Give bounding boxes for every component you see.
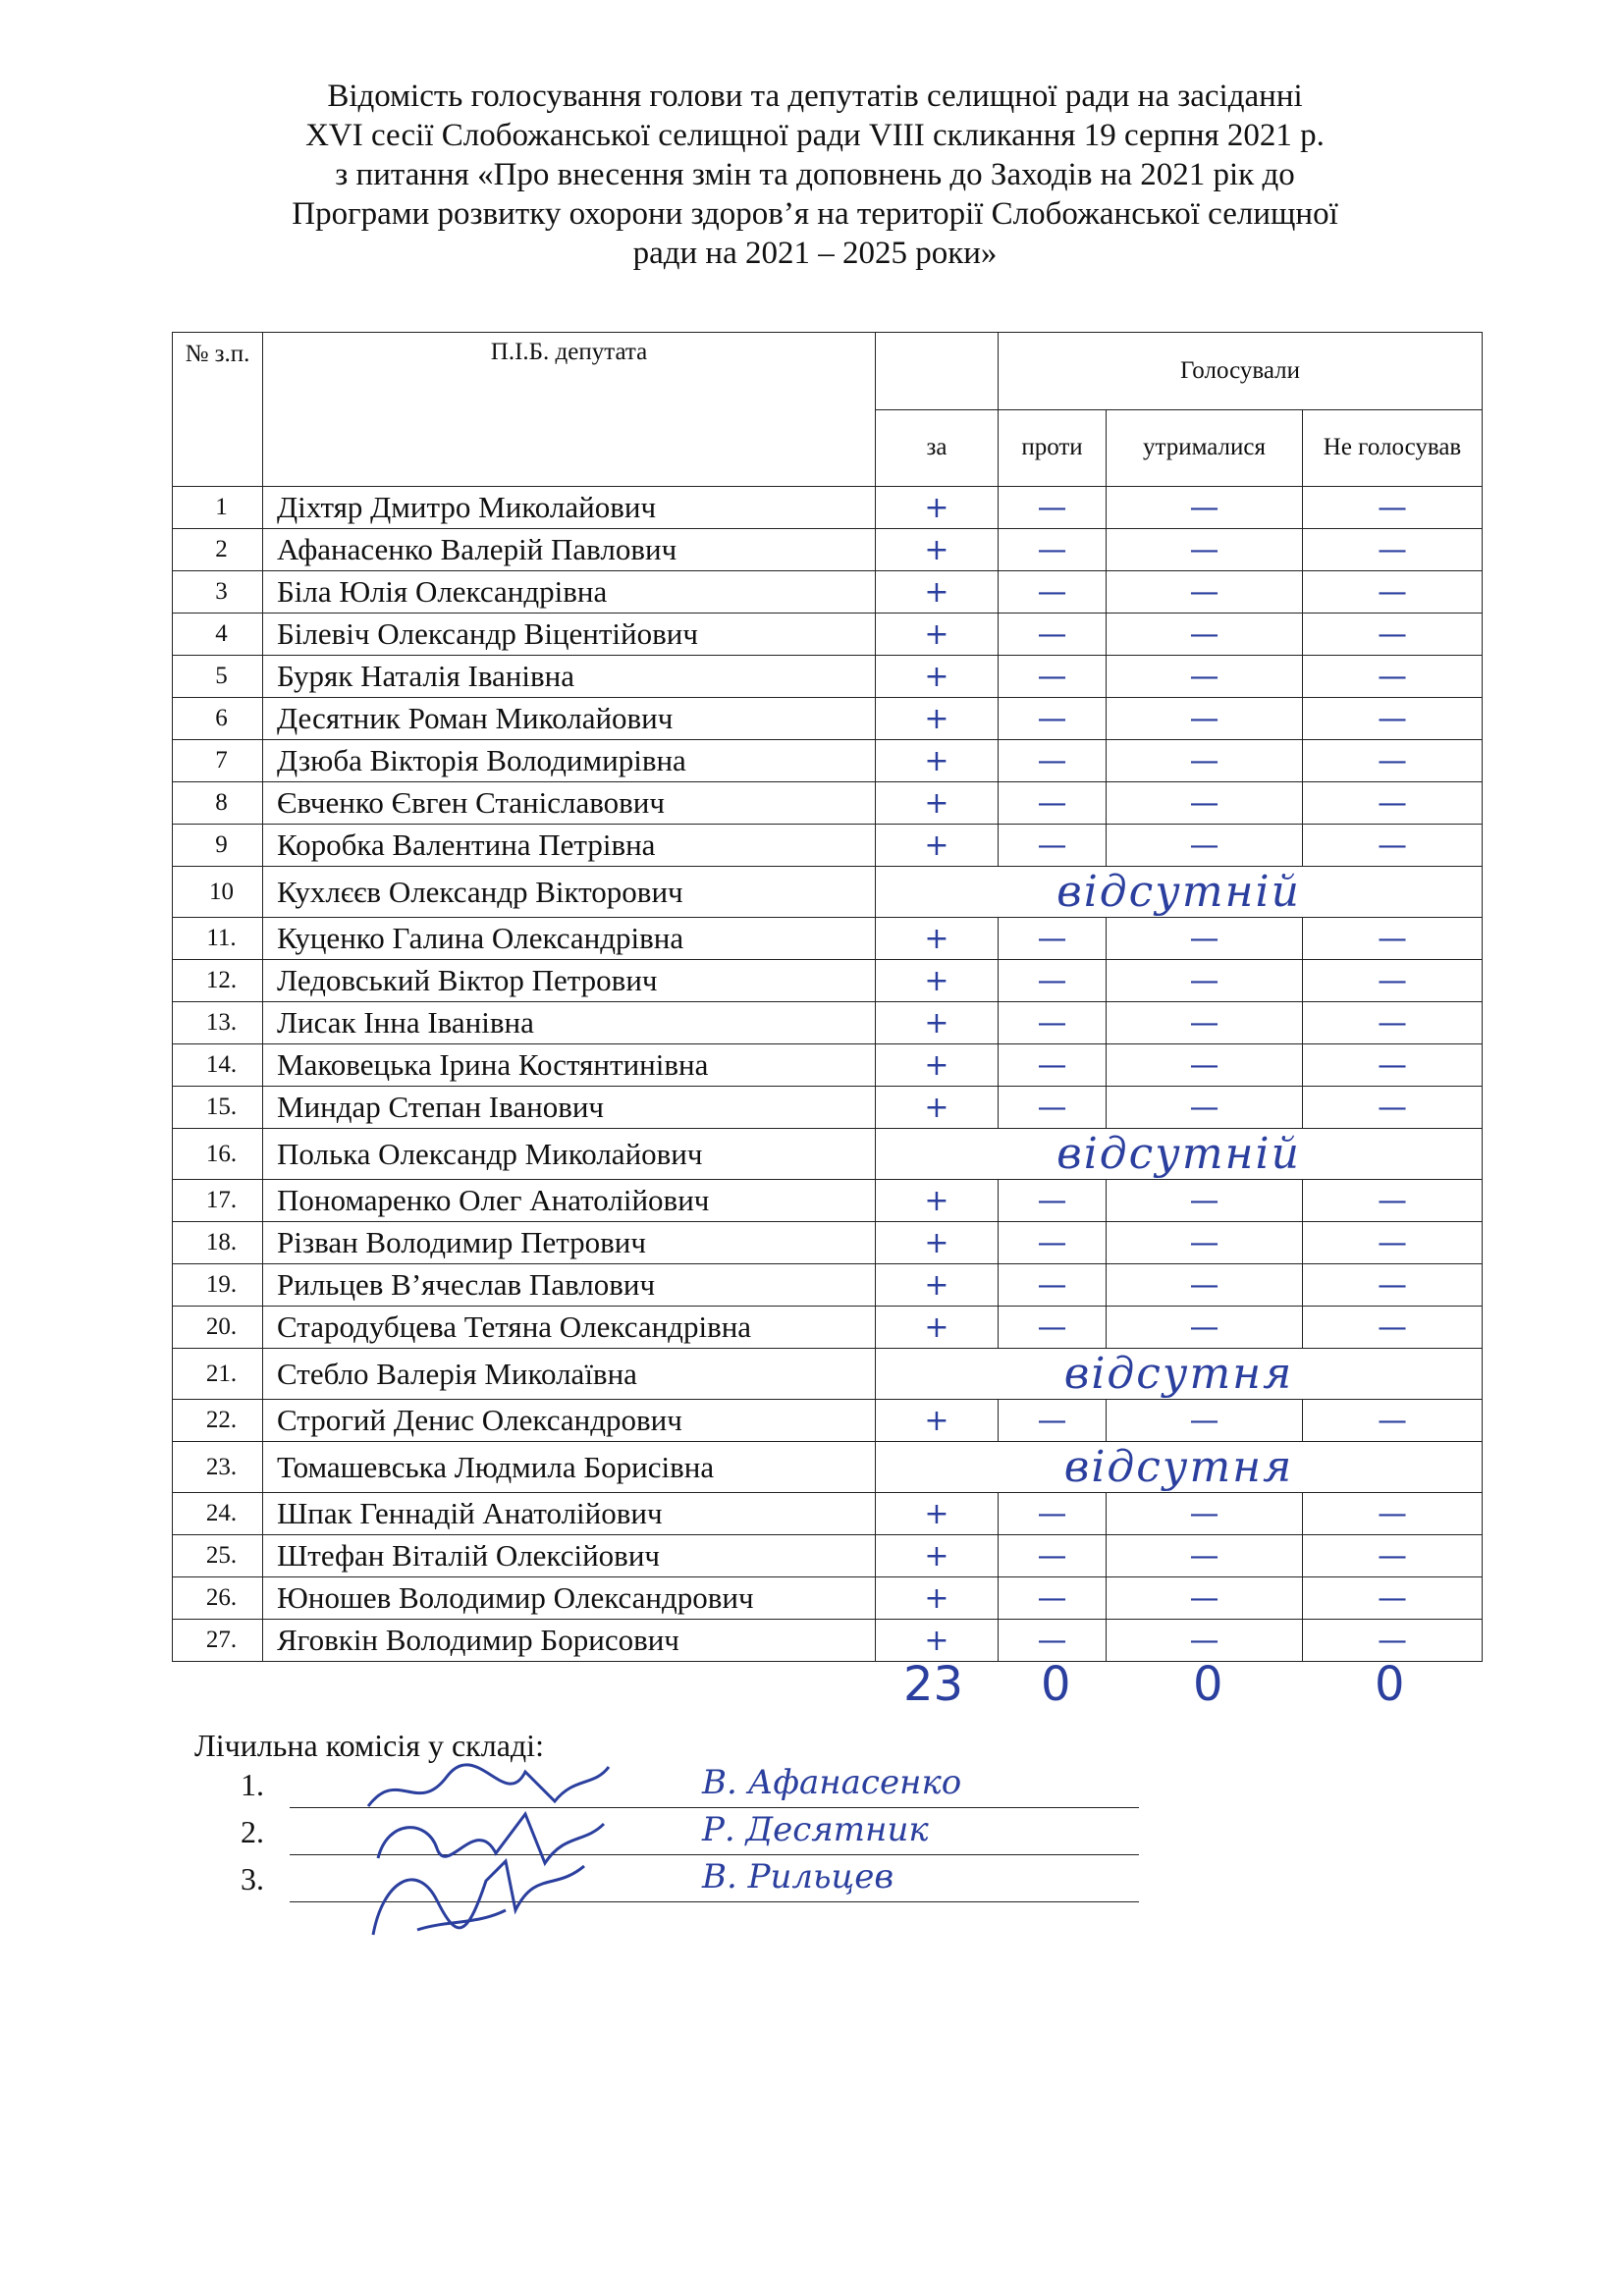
deputy-name: Строгий Денис Олександрович [263, 1400, 876, 1442]
vote-for-cell: + [876, 1400, 999, 1442]
vote-not-voted-cell: — [1303, 1087, 1483, 1129]
vote-for-cell: + [876, 825, 999, 867]
table-row [173, 740, 1483, 782]
header-voted: Голосували [999, 333, 1483, 410]
deputy-name: Рильцев В’ячеслав Павлович [263, 1264, 876, 1307]
row-number: 12. [173, 960, 263, 1002]
vote-for-cell: + [876, 1002, 999, 1044]
row-number: 22. [173, 1400, 263, 1442]
row-number: 6 [173, 698, 263, 740]
vote-abstained-cell: — [1107, 571, 1303, 614]
deputy-name: Стародубцева Тетяна Олександрівна [263, 1307, 876, 1349]
row-number: 13. [173, 1002, 263, 1044]
vote-abstained-cell: — [1107, 1535, 1303, 1577]
vote-for-cell: + [876, 1264, 999, 1307]
vote-against-cell: — [999, 1002, 1107, 1044]
row-number: 10 [173, 867, 263, 918]
table-row [173, 1180, 1483, 1222]
vote-abstained-cell: — [1107, 1044, 1303, 1087]
vote-against-cell: — [999, 1044, 1107, 1087]
table-row [173, 1307, 1483, 1349]
vote-not-voted-cell: — [1303, 740, 1483, 782]
vote-abstained-cell: — [1107, 614, 1303, 656]
vote-totals [0, 1657, 1624, 1716]
vote-for-cell: + [876, 1620, 999, 1662]
total-not-voted: 0 [1375, 1657, 1405, 1712]
deputy-name: Полька Олександр Миколайович [263, 1129, 876, 1180]
vote-against-cell: — [999, 782, 1107, 825]
member-name-handwritten: Р. Десятник [702, 1810, 929, 1849]
vote-not-voted-cell: — [1303, 960, 1483, 1002]
document-title [177, 77, 1453, 273]
vote-not-voted-cell: — [1303, 571, 1483, 614]
vote-not-voted-cell: — [1303, 1535, 1483, 1577]
vote-abstained-cell: — [1107, 487, 1303, 529]
header-not-voted: Не голосував [1303, 409, 1483, 487]
table-row [173, 1493, 1483, 1535]
deputy-name: Яговкін Володимир Борисович [263, 1620, 876, 1662]
vote-abstained-cell: — [1107, 1493, 1303, 1535]
table-row [173, 1349, 1483, 1400]
voting-table [172, 332, 1483, 1662]
table-row [173, 529, 1483, 571]
row-number: 9 [173, 825, 263, 867]
table-row [173, 698, 1483, 740]
deputy-name: Миндар Степан Іванович [263, 1087, 876, 1129]
deputy-name: Юношев Володимир Олександрович [263, 1577, 876, 1620]
vote-for-cell: + [876, 1307, 999, 1349]
vote-against-cell: — [999, 698, 1107, 740]
vote-for-cell: + [876, 1044, 999, 1087]
row-number: 1 [173, 487, 263, 529]
vote-not-voted-cell: — [1303, 1307, 1483, 1349]
title-line-1: Відомість голосування голови та депутатів селищної ради на засіданні [327, 79, 1303, 114]
vote-against-cell: — [999, 825, 1107, 867]
vote-abstained-cell: — [1107, 698, 1303, 740]
vote-for-cell: + [876, 698, 999, 740]
header-row-1 [173, 333, 1483, 410]
row-number: 15. [173, 1087, 263, 1129]
table-row [173, 1442, 1483, 1493]
row-number: 26. [173, 1577, 263, 1620]
vote-against-cell: — [999, 1493, 1107, 1535]
vote-not-voted-cell: — [1303, 825, 1483, 867]
table-row [173, 1264, 1483, 1307]
table-row [173, 825, 1483, 867]
deputy-name: Пономаренко Олег Анатолійович [263, 1180, 876, 1222]
vote-against-cell: — [999, 1620, 1107, 1662]
row-number: 2 [173, 529, 263, 571]
vote-abstained-cell: — [1107, 529, 1303, 571]
row-number: 16. [173, 1129, 263, 1180]
deputy-name: Білевіч Олександр Віцентійович [263, 614, 876, 656]
table-row [173, 1535, 1483, 1577]
table-row [173, 1620, 1483, 1662]
vote-against-cell: — [999, 1535, 1107, 1577]
vote-not-voted-cell: — [1303, 487, 1483, 529]
row-number: 3 [173, 571, 263, 614]
deputy-name: Кухлєєв Олександр Вікторович [263, 867, 876, 918]
vote-not-voted-cell: — [1303, 529, 1483, 571]
vote-for-cell: + [876, 782, 999, 825]
deputy-name: Куценко Галина Олександрівна [263, 918, 876, 960]
vote-abstained-cell: — [1107, 1002, 1303, 1044]
member-index: 3. [241, 1861, 264, 1896]
vote-not-voted-cell: — [1303, 1400, 1483, 1442]
table-row [173, 918, 1483, 960]
row-number: 24. [173, 1493, 263, 1535]
absent-note: відсутня [876, 1442, 1483, 1493]
vote-against-cell: — [999, 487, 1107, 529]
member-name-handwritten: В. Рильцев [702, 1857, 894, 1896]
vote-not-voted-cell: — [1303, 656, 1483, 698]
row-number: 8 [173, 782, 263, 825]
deputy-name: Шпак Геннадій Анатолійович [263, 1493, 876, 1535]
vote-abstained-cell: — [1107, 740, 1303, 782]
vote-not-voted-cell: — [1303, 1577, 1483, 1620]
deputy-name: Афанасенко Валерій Павлович [263, 529, 876, 571]
row-number: 27. [173, 1620, 263, 1662]
deputy-name: Томашевська Людмила Борисівна [263, 1442, 876, 1493]
title-line-5: ради на 2021 – 2025 роки» [632, 236, 998, 271]
deputy-name: Біла Юлія Олександрівна [263, 571, 876, 614]
deputy-name: Ледовський Віктор Петрович [263, 960, 876, 1002]
vote-for-cell: + [876, 571, 999, 614]
vote-for-cell: + [876, 487, 999, 529]
vote-not-voted-cell: — [1303, 782, 1483, 825]
vote-not-voted-cell: — [1303, 1264, 1483, 1307]
header-against: проти [999, 409, 1107, 487]
deputy-name: Діхтяр Дмитро Миколайович [263, 487, 876, 529]
commission-label: Лічильна комісія у складі: [194, 1728, 544, 1763]
vote-not-voted-cell: — [1303, 614, 1483, 656]
vote-abstained-cell: — [1107, 918, 1303, 960]
vote-abstained-cell: — [1107, 1264, 1303, 1307]
vote-abstained-cell: — [1107, 825, 1303, 867]
table-row [173, 960, 1483, 1002]
vote-not-voted-cell: — [1303, 1493, 1483, 1535]
vote-against-cell: — [999, 740, 1107, 782]
member-index: 2. [241, 1814, 264, 1849]
vote-abstained-cell: — [1107, 1620, 1303, 1662]
table-row [173, 614, 1483, 656]
vote-against-cell: — [999, 1264, 1107, 1307]
vote-abstained-cell: — [1107, 782, 1303, 825]
row-number: 17. [173, 1180, 263, 1222]
commission-member-3 [241, 1857, 1139, 1904]
vote-abstained-cell: — [1107, 1222, 1303, 1264]
row-number: 11. [173, 918, 263, 960]
vote-not-voted-cell: — [1303, 1620, 1483, 1662]
vote-against-cell: — [999, 918, 1107, 960]
deputy-name: Десятник Роман Миколайович [263, 698, 876, 740]
table-row [173, 1044, 1483, 1087]
title-line-2: XVI сесії Слобожанської селищної ради VIII скликання 19 серпня 2021 р. [305, 118, 1325, 153]
vote-abstained-cell: — [1107, 1087, 1303, 1129]
absent-note: відсутня [876, 1349, 1483, 1400]
vote-against-cell: — [999, 614, 1107, 656]
total-against: 0 [1041, 1657, 1071, 1712]
header-empty [876, 333, 999, 410]
vote-abstained-cell: — [1107, 656, 1303, 698]
table-row [173, 867, 1483, 918]
vote-abstained-cell: — [1107, 1180, 1303, 1222]
vote-against-cell: — [999, 1180, 1107, 1222]
vote-for-cell: + [876, 1087, 999, 1129]
table-row [173, 782, 1483, 825]
vote-for-cell: + [876, 614, 999, 656]
vote-not-voted-cell: — [1303, 698, 1483, 740]
vote-abstained-cell: — [1107, 1307, 1303, 1349]
deputy-name: Дзюба Вікторія Володимирівна [263, 740, 876, 782]
absent-note: відсутній [876, 867, 1483, 918]
header-for: за [876, 409, 999, 487]
table-row [173, 656, 1483, 698]
vote-abstained-cell: — [1107, 1577, 1303, 1620]
vote-for-cell: + [876, 1222, 999, 1264]
signature-3-icon [358, 1842, 614, 1949]
row-number: 14. [173, 1044, 263, 1087]
vote-for-cell: + [876, 1180, 999, 1222]
title-line-3: з питання «Про внесення змін та доповнень до Заходів на 2021 рік до [335, 157, 1295, 192]
table-row [173, 1577, 1483, 1620]
header-name: П.І.Б. депутата [263, 333, 876, 487]
vote-against-cell: — [999, 1307, 1107, 1349]
member-name-handwritten: В. Афанасенко [702, 1763, 962, 1802]
vote-not-voted-cell: — [1303, 918, 1483, 960]
vote-for-cell: + [876, 656, 999, 698]
row-number: 7 [173, 740, 263, 782]
vote-against-cell: — [999, 656, 1107, 698]
vote-not-voted-cell: — [1303, 1222, 1483, 1264]
vote-against-cell: — [999, 1400, 1107, 1442]
table-row [173, 1002, 1483, 1044]
deputy-name: Маковецька Ірина Костянтинівна [263, 1044, 876, 1087]
vote-against-cell: — [999, 1577, 1107, 1620]
table-row [173, 1400, 1483, 1442]
vote-for-cell: + [876, 960, 999, 1002]
row-number: 19. [173, 1264, 263, 1307]
vote-for-cell: + [876, 1493, 999, 1535]
title-line-4: Програми розвитку охорони здоров’я на території Слобожанської селищної [292, 196, 1338, 232]
table-row [173, 1129, 1483, 1180]
absent-note: відсутній [876, 1129, 1483, 1180]
vote-not-voted-cell: — [1303, 1002, 1483, 1044]
row-number: 18. [173, 1222, 263, 1264]
deputy-name: Коробка Валентина Петрівна [263, 825, 876, 867]
vote-not-voted-cell: — [1303, 1180, 1483, 1222]
member-index: 1. [241, 1767, 264, 1802]
vote-against-cell: — [999, 960, 1107, 1002]
deputy-name: Буряк Наталія Іванівна [263, 656, 876, 698]
vote-for-cell: + [876, 1535, 999, 1577]
total-for: 23 [903, 1657, 964, 1712]
row-number: 5 [173, 656, 263, 698]
header-abstained: утрималися [1107, 409, 1303, 487]
vote-for-cell: + [876, 918, 999, 960]
vote-against-cell: — [999, 529, 1107, 571]
row-number: 25. [173, 1535, 263, 1577]
vote-for-cell: + [876, 1577, 999, 1620]
table-row [173, 1222, 1483, 1264]
vote-against-cell: — [999, 1087, 1107, 1129]
row-number: 4 [173, 614, 263, 656]
vote-for-cell: + [876, 740, 999, 782]
vote-abstained-cell: — [1107, 960, 1303, 1002]
deputy-name: Різван Володимир Петрович [263, 1222, 876, 1264]
vote-for-cell: + [876, 529, 999, 571]
vote-against-cell: — [999, 571, 1107, 614]
row-number: 21. [173, 1349, 263, 1400]
vote-against-cell: — [999, 1222, 1107, 1264]
table-row [173, 571, 1483, 614]
total-abstained: 0 [1193, 1657, 1223, 1712]
table-row [173, 487, 1483, 529]
header-num: № з.п. [173, 333, 263, 487]
row-number: 20. [173, 1307, 263, 1349]
deputy-name: Штефан Віталій Олексійович [263, 1535, 876, 1577]
deputy-name: Стебло Валерія Миколаївна [263, 1349, 876, 1400]
deputy-name: Лисак Інна Іванівна [263, 1002, 876, 1044]
table-row [173, 1087, 1483, 1129]
vote-abstained-cell: — [1107, 1400, 1303, 1442]
row-number: 23. [173, 1442, 263, 1493]
deputy-name: Євченко Євген Станіславович [263, 782, 876, 825]
vote-not-voted-cell: — [1303, 1044, 1483, 1087]
